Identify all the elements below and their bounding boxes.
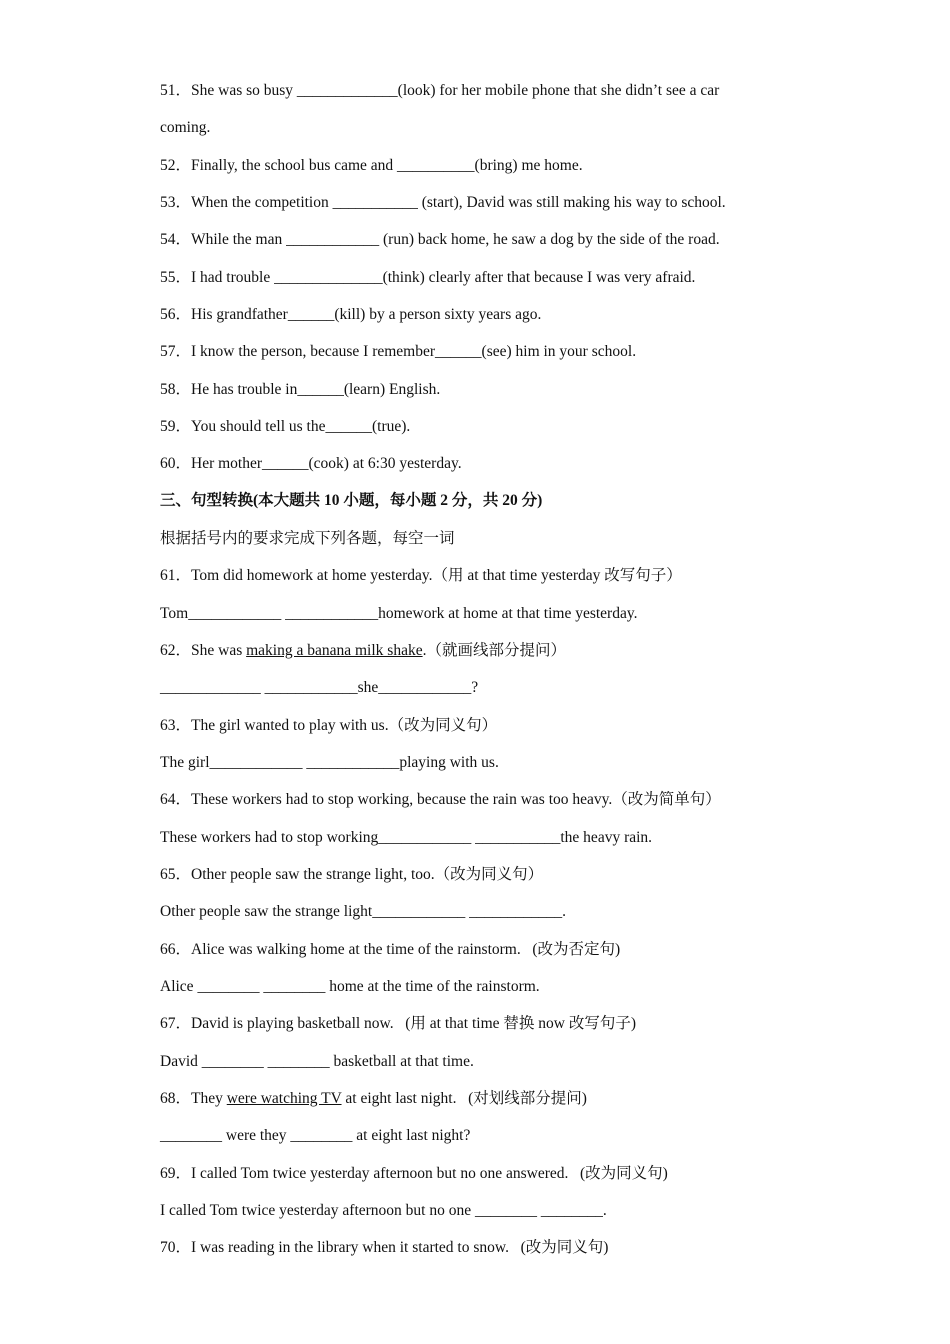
question-54: 54．While the man ____________ (run) back home, he saw a dog by the side of the road. — [160, 231, 720, 248]
question-69: 69．I called Tom twice yesterday afternoon but no one answered. (改为同义句) — [160, 1165, 668, 1182]
answer-68: ________ were they ________ at eight last night? — [160, 1127, 471, 1144]
answer-69: I called Tom twice yesterday afternoon but no one ________ ________. — [160, 1202, 607, 1219]
answer-61: Tom____________ ____________homework at home at that time yesterday. — [160, 605, 638, 622]
question-66: 66．Alice was walking home at the time of the rainstorm. (改为否定句) — [160, 941, 621, 958]
answer-67: David ________ ________ basketball at that time. — [160, 1053, 474, 1070]
question-68-suffix: at eight last night. (对划线部分提问) — [341, 1090, 587, 1107]
question-56: 56．His grandfather______(kill) by a person sixty years ago. — [160, 306, 542, 323]
question-59: 59．You should tell us the______(true). — [160, 418, 411, 435]
question-62-suffix: .（就画线部分提问） — [422, 642, 566, 659]
question-63: 63．The girl wanted to play with us.（改为同义句） — [160, 717, 498, 734]
question-62 — [160, 640, 800, 662]
answer-62: _____________ ____________she____________? — [160, 679, 479, 696]
question-51-continued: coming. — [160, 119, 211, 136]
question-55: 55．I had trouble ______________(think) clearly after that because I was very afraid. — [160, 269, 696, 286]
question-51: 51．She was so busy _____________(look) for her mobile phone that she didn’t see a car — [160, 82, 720, 99]
question-68-underlined: were watching TV — [226, 1090, 342, 1107]
question-58: 58．He has trouble in______(learn) English. — [160, 381, 441, 398]
question-62-prefix: 62．She was — [160, 642, 247, 659]
question-53: 53．When the competition ___________ (start), David was still making his way to school. — [160, 194, 726, 211]
question-68 — [160, 1088, 800, 1110]
question-65: 65．Other people saw the strange light, too.（改为同义句） — [160, 866, 544, 883]
question-67: 67．David is playing basketball now. (用 at that time 替换 now 改写句子) — [160, 1015, 636, 1032]
answer-63: The girl____________ ____________playing with us. — [160, 754, 499, 771]
question-68-prefix: 68．They — [160, 1090, 227, 1107]
question-52: 52．Finally, the school bus came and __________(bring) me home. — [160, 157, 583, 174]
answer-65: Other people saw the strange light____________ ____________. — [160, 903, 566, 920]
question-62-underlined: making a banana milk shake — [246, 642, 423, 659]
section-3-heading: 三、句型转换(本大题共 10 小题，每小题 2 分，共 20 分) — [160, 492, 543, 509]
answer-66: Alice ________ ________ home at the time of the rainstorm. — [160, 978, 540, 995]
question-60: 60．Her mother______(cook) at 6:30 yesterday. — [160, 455, 462, 472]
question-70: 70．I was reading in the library when it started to snow. (改为同义句) — [160, 1239, 609, 1256]
section-3-instructions: 根据括号内的要求完成下列各题，每空一词 — [160, 530, 455, 547]
question-64: 64．These workers had to stop working, because the rain was too heavy.（改为简单句） — [160, 791, 721, 808]
question-57: 57．I know the person, because I remember______(see) him in your school. — [160, 343, 637, 360]
question-61: 61．Tom did homework at home yesterday.（用 at that time yesterday 改写句子） — [160, 567, 682, 584]
answer-64: These workers had to stop working____________ ___________the heavy rain. — [160, 829, 653, 846]
